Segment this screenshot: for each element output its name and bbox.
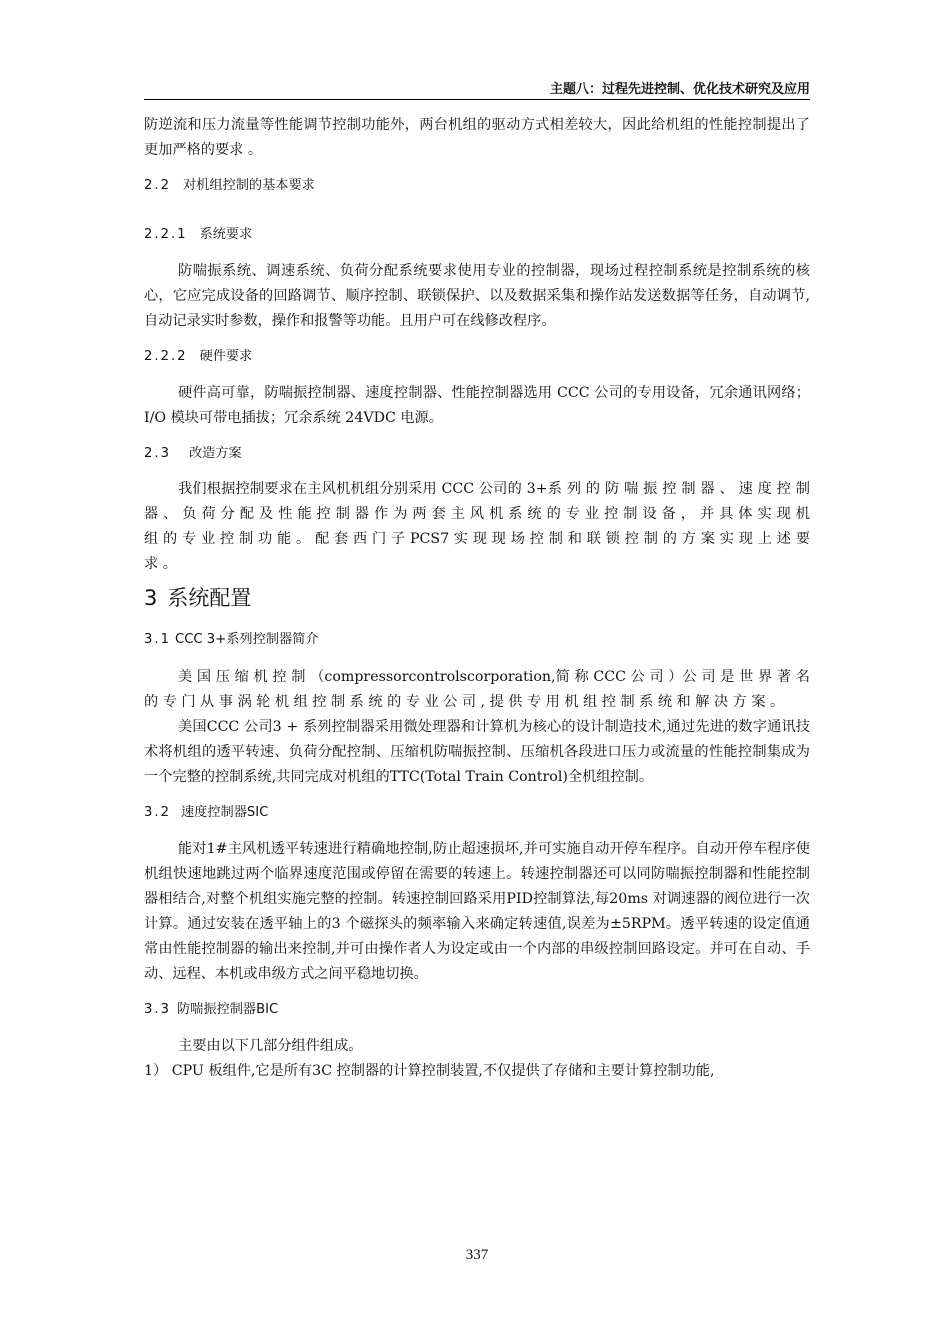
section-number: 3.1 <box>144 632 171 647</box>
paragraph-retrofit-scheme: 我们根据控制要求在主风机机组分别采用 CCC 公司的 3+系 列 的 防 喘 振 控 制 器 、 速 度 控 制 器 、 负 荷 分 配 及 性 能 控 制 器 作 为 两 套 主 风 机 系 统 的 专 业 控 制 设 备 ， 并 具 体 实 现 机 组 的 专 业 控 制 功 能 。 配 套 西 门 子 PCS7 实 现 现 场 控 制 和 联 锁 控 制 的 方 案 实 现 上 述 要 求 。 <box>144 481 810 572</box>
section-2-2-2-heading <box>144 347 810 367</box>
page-number: 337 <box>465 1247 489 1263</box>
header-rule <box>144 99 810 100</box>
page <box>144 0 810 1343</box>
section-title: 防喘振控制器BIC <box>176 1002 279 1017</box>
section-2-2-1-heading <box>144 225 810 245</box>
section-2-3-heading <box>144 444 810 464</box>
paragraph-speed-controller: 能对1#主风机透平转速进行精确地控制,防止超速损坏,并可实施自动开停车程序。自动开停车程序使机组快速地跳过两个临界速度范围或停留在需要的转速上。转速控制器还可以同防喘振控制器和性能控制器相结合,对整个机组实施完整的控制。转速控制回路采用PID控制算法,每20ms 对调速器的阀位进行一次计算。通过安装在透平轴上的3 个磁探头的频率输入来确定转速值,误差为±5RPM。透平转速的设定值通常由性能控制器的输出来控制,并可由操作者人为设定或由一个内部的串级控制回路设定。并可在自动、手动、远程、本机或串级方式之间平稳地切换。 <box>144 841 810 982</box>
body-text <box>144 113 810 1084</box>
section-3-3-heading <box>144 1000 810 1020</box>
section-number: 3.3 <box>144 1002 171 1017</box>
section-number: 3.2 <box>144 805 171 820</box>
paragraph-system-requirements: 防喘振系统、调速系统、负荷分配系统要求使用专业的控制器，现场过程控制系统是控制系统的核心，它应完成设备的回路调节、顺序控制、联锁保护、以及数据采集和操作站发送数据等任务，自动调节,自动记录实时参数，操作和报警等功能。且用户可在线修改程序。 <box>144 263 810 329</box>
section-title: 硬件要求 <box>199 349 253 364</box>
section-3-1-heading <box>144 630 810 650</box>
paragraph-continued: 防逆流和压力流量等性能调节控制功能外，两台机组的驱动方式相差较大，因此给机组的性能控制提出了更加严格的要求 。 <box>144 117 810 158</box>
running-header: 主题八：过程先进控制、优化技术研究及应用 <box>549 82 810 97</box>
section-title: 速度控制器SIC <box>180 805 269 820</box>
section-number: 3 <box>144 586 158 610</box>
paragraph-ccc-ttc: 美国CCC 公司3 + 系列控制器采用微处理器和计算机为核心的设计制造技术,通过先进的数字通讯技术将机组的透平转速、负荷分配控制、压缩机防喘振控制、压缩机各段进口压力或流量的性能控制集成为一个完整的控制系统,共同完成对机组的TTC(Total Train Control)全机组控制。 <box>144 719 810 785</box>
section-number: 2.3 <box>144 446 171 461</box>
section-title: 系统要求 <box>199 227 253 242</box>
section-3-heading <box>144 583 810 613</box>
section-number: 2.2 <box>144 178 171 193</box>
section-3-2-heading <box>144 803 810 823</box>
paragraph-hardware-requirements: 硬件高可靠，防喘振控制器、速度控制器、性能控制器选用 CCC 公司的专用设备，冗余通讯网络；I/O 模块可带电插拔；冗余系统 24VDC 电源。 <box>144 385 810 426</box>
paragraph-antisurge-intro: 主要由以下几部分组件组成。 <box>178 1038 363 1054</box>
section-title: CCC 3+系列控制器简介 <box>174 632 319 647</box>
section-title: 系统配置 <box>167 586 252 610</box>
section-title: 改造方案 <box>188 446 242 461</box>
section-number: 2.2.1 <box>144 227 188 242</box>
list-item-cpu-board: 1） CPU 板组件,它是所有3C 控制器的计算控制装置,不仅提供了存储和主要计算控制功能, <box>144 1063 715 1079</box>
section-title: 对机组控制的基本要求 <box>182 178 315 193</box>
section-number: 2.2.2 <box>144 349 188 364</box>
section-2-2-heading <box>144 176 810 196</box>
paragraph-ccc-introduction: 美 国 压 缩 机 控 制 （compressorcontrolscorporation,简 称 CCC 公 司 ）公 司 是 世 界 著 名 的 专 门 从 事 涡 轮 机 组 控 制 系 统 的 专 业 公 司 , 提 供 专 用 机 组 控 制 系 统 和 解 决 方 案 。 <box>144 669 810 710</box>
